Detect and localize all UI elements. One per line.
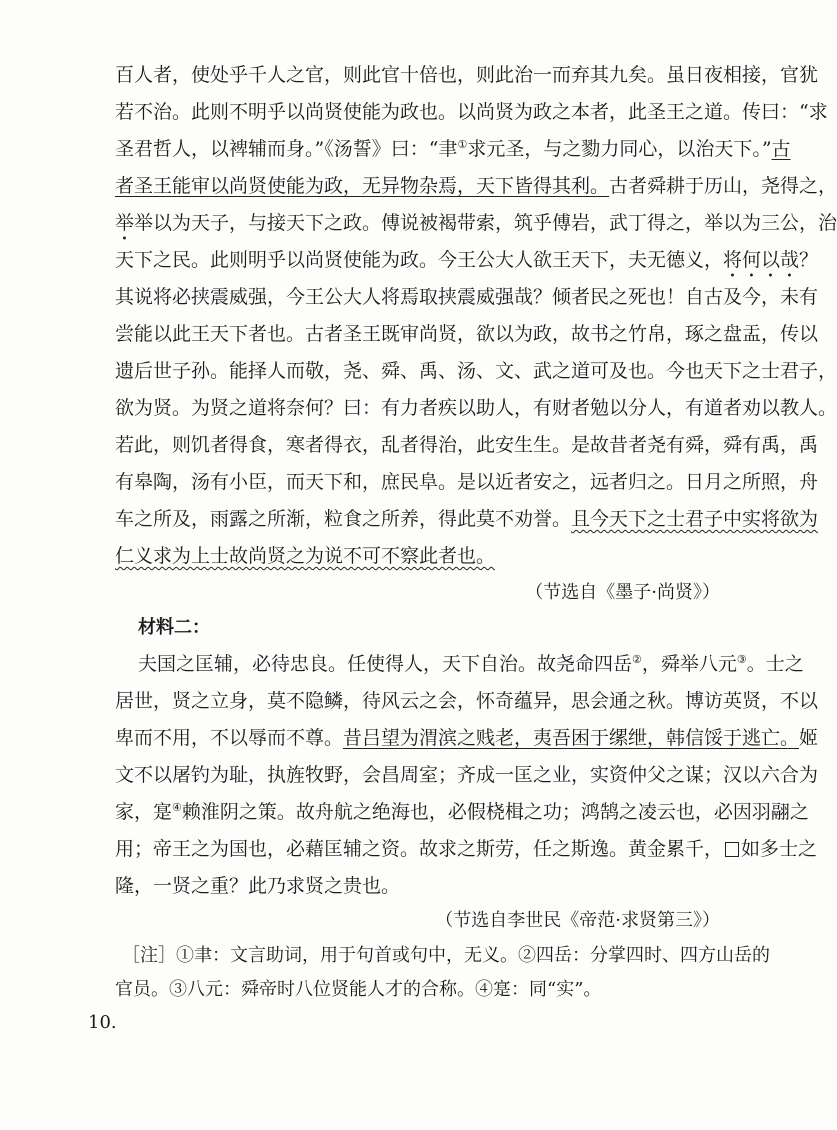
notes-line-1: ［注］①聿：文言助词，用于句首或句中，无义。②四岳：分掌四时、四方山岳的 (122, 945, 770, 966)
material1-line-10: 欲为贤。为贤之道将奈何？曰：有力者疾以助人，有财者勉以分人，有道者劝以教人。 (115, 397, 837, 419)
material1-line-6: 天下之民。此则明乎以尚贤使能为政。今王公大人欲王天下，夫无德义，将何以哉？ (115, 249, 819, 271)
material1-line-4: 者圣王能审以尚贤使能为政，无异物杂焉，天下皆得其利。古者舜耕于历山，尧得之， (115, 175, 837, 197)
material1-source: （节选自《墨子·尚贤》） (525, 582, 720, 603)
notes-line-2: 官员。③八元：舜帝时八位贤能人才的合称。④寔：同“实”。 (115, 979, 602, 1000)
material1-line-8: 尝能以此王天下者也。古者圣王既审尚贤，欲以为政，故书之竹帛，琢之盘盂，传以 (115, 323, 819, 345)
material2-line-2: 居世，贤之立身，莫不隐鳞，待风云之会，怀奇蕴异，思会通之秋。博访英贤，不以 (115, 690, 819, 712)
material2-line-4: 文不以屠钓为耻，执旌牧野，会昌周室；齐成一匡之业，实资仲父之谋；汉以六合为 (115, 764, 819, 786)
blank-square-icon (725, 842, 739, 857)
material2-heading: 材料二： (138, 617, 210, 638)
material2-line-3: 卑而不用，不以辱而不尊。昔吕望为渭滨之贱老，夷吾困于缧绁，韩信馁于逃亡。姬 (115, 727, 819, 749)
material2-line-5: 家，寔④赖淮阴之策。故舟航之绝海也，必假桡楫之功；鸿鹄之凌云也，必因羽翮之 (115, 801, 809, 823)
material1-line-3: 圣君哲人，以裨辅而身。”《汤誓》曰：“聿①求元圣，与之勠力同心，以治天下。”古 (115, 138, 791, 160)
material1-line-7: 其说将必挟震威强，今王公大人将焉取挟震威强哉？倾者民之死也！自古及今，未有 (115, 286, 819, 308)
material1-line-2: 若不治。此则不明乎以尚贤使能为政也。以尚贤为政之本者，此圣王之道。传曰：“求 (115, 101, 828, 123)
material1-line-14: 仁义求为上士故尚贤之为说不可不察此者也。 (115, 545, 496, 567)
footnote-marker: ① (457, 138, 468, 151)
material2-source: （节选自李世民《帝范·求贤第三》） (435, 910, 720, 931)
material1-line-12: 有皋陶，汤有小臣，而天下和，庶民阜。是以近者安之，远者归之。日月之所照，舟 (115, 471, 819, 493)
q10-number: 10. (88, 1012, 117, 1033)
material1-line-5: 举举以为天子，与接天下之政。傅说被褐带索，筑乎傅岩，武丁得之，举以为三公，治 (115, 212, 837, 234)
material1-line-13: 车之所及，雨露之所渐，粒食之所养，得此莫不劝誉。且今天下之士君子中实将欲为 (115, 508, 819, 530)
material1-line-1: 百人者，使处乎千人之官，则此官十倍也，则此治一而弃其九矣。虽日夜相接，官犹 (115, 64, 819, 86)
material1-line-9: 遗后世子孙。能择人而敬，尧、舜、禹、汤、文、武之道可及也。今也天下之士君子， (115, 360, 837, 382)
material1-line-11: 若此，则饥者得食，寒者得衣，乱者得治，此安生生。是故昔者尧有舜，舜有禹，禹 (115, 434, 819, 456)
material2-line-1: 夫国之匡辅，必待忠良。任使得人，天下自治。故尧命四岳②，舜举八元③。士之 (138, 653, 804, 675)
material2-line-7: 隆，一贤之重？此乃求贤之贵也。 (115, 875, 401, 897)
material2-line-6: 用；帝王之为国也，必藉匡辅之资。故求之斯劳，任之斯逸。黄金累千， 如多士之 (115, 838, 818, 860)
